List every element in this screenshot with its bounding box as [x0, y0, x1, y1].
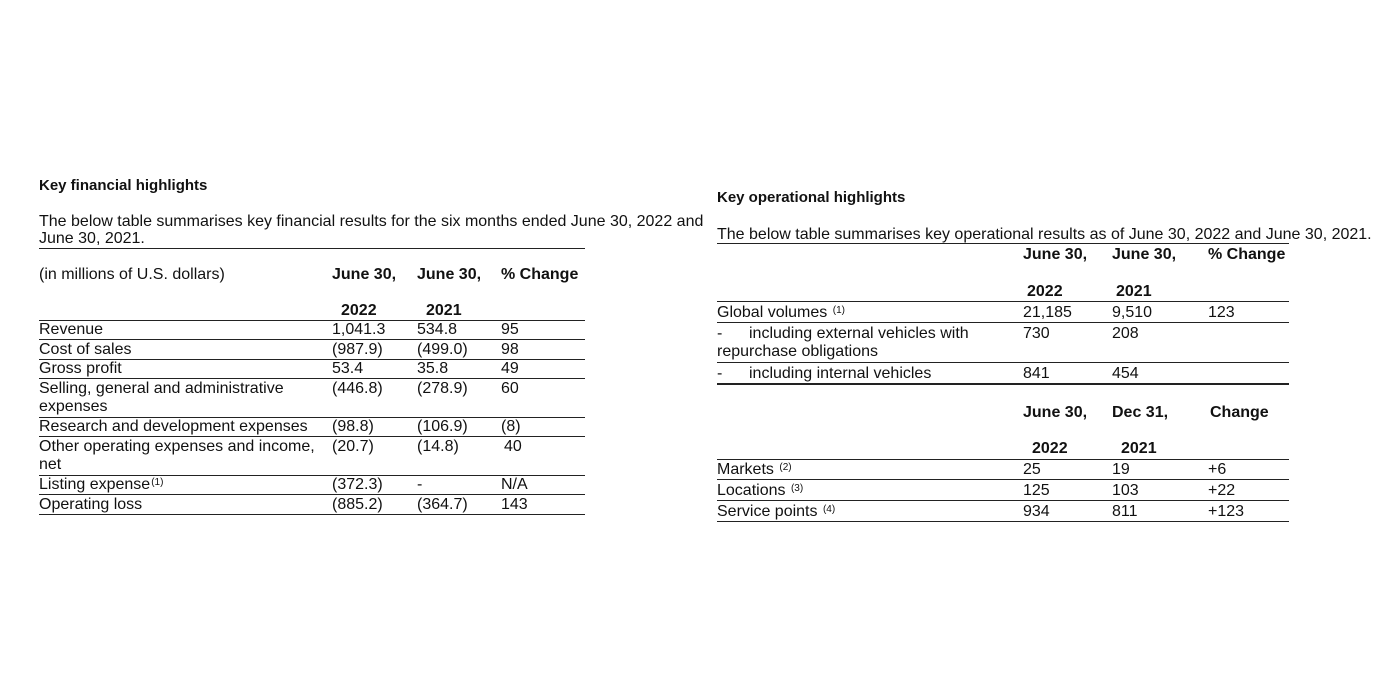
- footnote-ref: (1): [832, 305, 845, 316]
- col-header-year-2022: 2022: [1027, 283, 1063, 300]
- table-cell-2022: 841: [1023, 365, 1050, 382]
- table-row-label: Operating loss: [39, 496, 143, 513]
- table-cell-2021: 9,510: [1112, 304, 1153, 321]
- table-row-label: [717, 503, 835, 521]
- col-header-change: Change: [1210, 404, 1269, 421]
- table-cell-2022: (98.8): [332, 418, 374, 435]
- financial-title: Key financial highlights: [39, 177, 208, 194]
- table-cell-2022: 21,185: [1023, 304, 1072, 321]
- col-header-june-2022: June 30,: [1023, 246, 1088, 263]
- table-cell-2022: 730: [1023, 325, 1050, 342]
- divider: [39, 378, 585, 379]
- divider: [717, 500, 1289, 501]
- table-cell-2021: (364.7): [417, 496, 468, 513]
- table-cell-2022: (372.3): [332, 476, 383, 493]
- col-header-year-2021: 2021: [426, 302, 462, 319]
- col-header-change: % Change: [501, 266, 579, 283]
- table-cell-change: N/A: [501, 476, 528, 493]
- table-row-label: [717, 304, 845, 322]
- table-cell-2022: (446.8): [332, 380, 383, 397]
- divider: [39, 436, 585, 437]
- col-header-june-2022: June 30,: [1023, 404, 1088, 421]
- divider: [717, 301, 1289, 302]
- table-cell-2022: 25: [1023, 461, 1041, 478]
- divider: [39, 514, 585, 515]
- table-cell-2021: 811: [1112, 503, 1138, 520]
- footnote-ref: (1): [151, 477, 164, 488]
- col-header-june-2022: June 30,: [332, 266, 397, 283]
- row-label-text: Locations: [717, 482, 786, 499]
- operational-intro: The below table summarises key operational results as of June 30, 2022 and June 30, 2021.: [717, 226, 1372, 243]
- table-cell-2021: 35.8: [417, 360, 449, 377]
- table-cell-change: +22: [1208, 482, 1236, 499]
- table-cell-2021: (499.0): [417, 341, 468, 358]
- table-cell-2021: (14.8): [417, 438, 459, 455]
- row-label-text: Listing expense: [39, 476, 151, 493]
- col-header-year-2022: 2022: [341, 302, 377, 319]
- table-cell-change: 123: [1208, 304, 1235, 321]
- divider: [39, 248, 585, 249]
- table-row-label: Research and development expenses: [39, 418, 308, 435]
- table-cell-2021: (106.9): [417, 418, 468, 435]
- row-label-text: Markets: [717, 461, 774, 478]
- table-cell-2021: 454: [1112, 365, 1139, 382]
- divider: [717, 459, 1289, 460]
- table-cell-2022: 1,041.3: [332, 321, 386, 338]
- table-cell-2021: 534.8: [417, 321, 458, 338]
- table-cell-2022: 934: [1023, 503, 1050, 520]
- table-row-label: - including internal vehicles: [717, 365, 932, 382]
- table-cell-2022: 53.4: [332, 360, 364, 377]
- table-cell-change: 40: [504, 438, 522, 455]
- table-cell-change: 60: [501, 380, 519, 397]
- col-header-june-2021: June 30,: [1112, 246, 1177, 263]
- col-header-june-2021: June 30,: [417, 266, 482, 283]
- table-cell-2021: (278.9): [417, 380, 468, 397]
- table-cell-change: 95: [501, 321, 519, 338]
- table-cell-change: +6: [1208, 461, 1227, 478]
- financial-intro: The below table summarises key financial results for the six months ended June 30, 2022 and June 30, 2021.: [39, 213, 704, 247]
- table-cell-2022: 125: [1023, 482, 1050, 499]
- table-cell-2022: (987.9): [332, 341, 383, 358]
- table-cell-change: 98: [501, 341, 519, 358]
- divider: [717, 383, 1289, 385]
- table-cell-2021: 103: [1112, 482, 1139, 499]
- table-row-label: Gross profit: [39, 360, 122, 377]
- table-cell-change: 49: [501, 360, 519, 377]
- footnote-ref: (3): [790, 483, 804, 494]
- row-label-text: Global volumes: [717, 304, 828, 321]
- operational-title: Key operational highlights: [717, 189, 906, 206]
- table-cell-2021: 19: [1112, 461, 1130, 478]
- footnote-ref: (4): [822, 504, 836, 515]
- table-row-label: Revenue: [39, 321, 104, 338]
- table-cell-2021: 208: [1112, 325, 1139, 342]
- table-row-label: Cost of sales: [39, 341, 132, 358]
- divider: [717, 243, 1289, 244]
- footnote-ref: (2): [779, 462, 792, 473]
- col-header-change: % Change: [1208, 246, 1286, 263]
- table-row-label: [717, 461, 792, 479]
- table-row-label: Other operating expenses and income, net: [39, 438, 315, 473]
- table-cell-2022: (20.7): [332, 438, 374, 455]
- col-header-dec-2021: Dec 31,: [1112, 404, 1169, 421]
- table-row-label: - including external vehicles with repurchase obligations: [717, 325, 974, 360]
- col-header-year-2021: 2021: [1116, 283, 1152, 300]
- divider: [39, 339, 585, 340]
- divider: [717, 362, 1289, 363]
- divider: [39, 494, 585, 495]
- table-row-label: [39, 476, 163, 494]
- table-row-label: [717, 482, 803, 500]
- divider: [717, 521, 1289, 522]
- table-cell-change: +123: [1208, 503, 1245, 520]
- table-row-label: Selling, general and administrative expenses: [39, 380, 284, 415]
- col-header-year-2022: 2022: [1032, 440, 1068, 457]
- table-cell-2021: -: [417, 476, 423, 493]
- table-cell-change: 143: [501, 496, 528, 513]
- divider: [717, 322, 1289, 323]
- table-cell-2022: (885.2): [332, 496, 383, 513]
- row-label-text: Service points: [717, 503, 818, 520]
- table-cell-change: (8): [501, 418, 521, 435]
- unit-label: (in millions of U.S. dollars): [39, 266, 225, 283]
- divider: [717, 479, 1289, 480]
- col-header-year-2021: 2021: [1121, 440, 1157, 457]
